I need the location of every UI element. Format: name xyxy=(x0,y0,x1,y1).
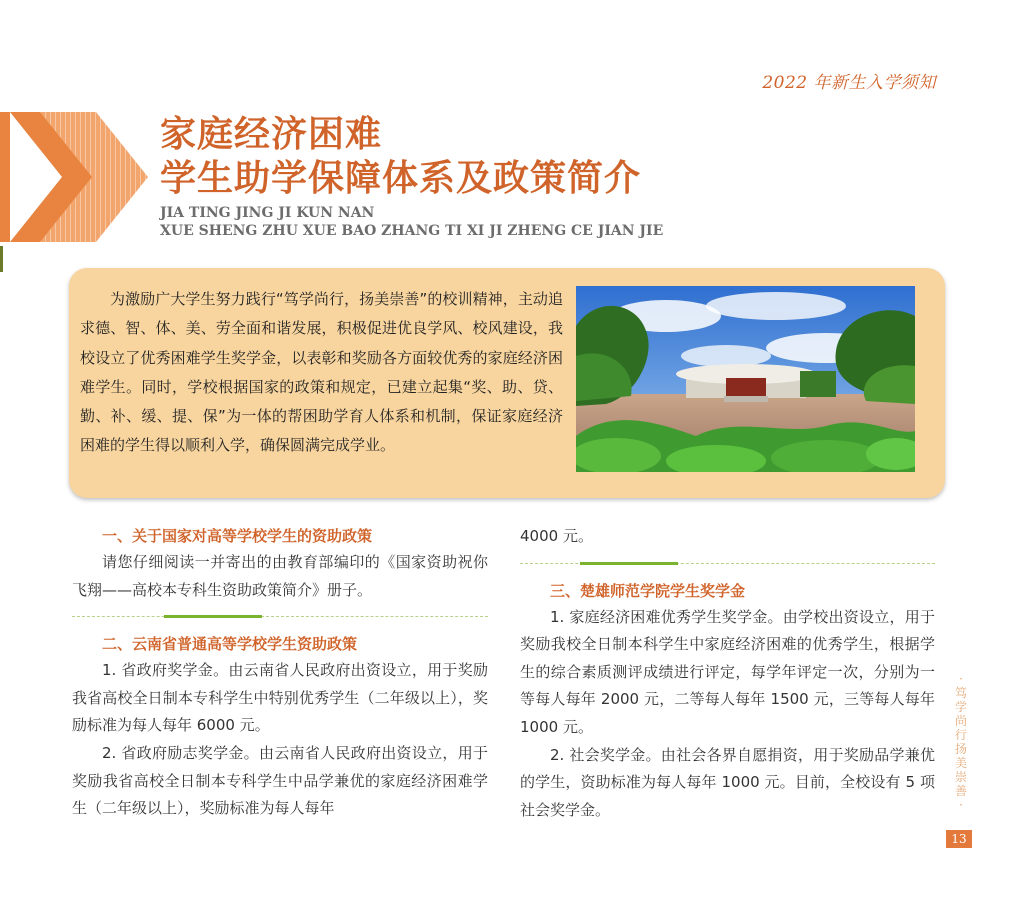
section2-paragraph2: 2. 省政府励志奖学金。由云南省人民政府出资设立，用于奖励我省高校全日制本专科学生中品学兼优的家庭经济困难学生（二年级以上），奖励标准为每人每年 xyxy=(72,743,488,818)
section3-paragraph1: 1. 家庭经济困难优秀学生奖学金。由学校出资设立，用于奖励我校全日制本科学生中家庭经济困难的优秀学生，根据学生的综合素质测评成绩进行评定，每学年评定一次，分别为一等每人每年 2000 元，二等每人每年 1500 元，三等每人每年 1000 元。 xyxy=(520,607,935,736)
decorative-left-bar xyxy=(0,246,3,272)
section3-heading: 三、楚雄师范学院学生奖学金 xyxy=(550,581,746,600)
left-column xyxy=(72,523,488,823)
side-motto: ·笃学尚行 扬美崇善· xyxy=(954,672,967,812)
pinyin-line2: XUE SHENG ZHU XUE BAO ZHANG TI XI JI ZHENG CE JIAN JIE xyxy=(160,223,664,239)
header-tag: 2022 年新生入学须知 xyxy=(762,73,936,93)
decorative-chevron-band xyxy=(0,112,148,242)
continued-text: 4000 元。 xyxy=(520,527,593,545)
section-divider xyxy=(520,563,935,566)
section1-heading: 一、关于国家对高等学校学生的资助政策 xyxy=(102,527,373,545)
page-number: 13 xyxy=(946,830,972,848)
section2-paragraph1: 1. 省政府奖学金。由云南省人民政府出资设立，用于奖励我省高校全日制本专科学生中特别优秀学生（二年级以上），奖励标准为每人每年 6000 元。 xyxy=(72,661,488,735)
page-title-line2: 学生助学保障体系及政策简介 xyxy=(160,157,642,199)
section1-paragraph: 请您仔细阅读一并寄出的由教育部编印的《国家资助祝你飞翔——高校本专科生资助政策简介》册子。 xyxy=(72,553,488,599)
section3-paragraph2: 2. 社会奖学金。由社会各界自愿捐资，用于奖励品学兼优的学生，资助标准为每人每年 1000 元。目前，全校设有 5 项社会奖学金。 xyxy=(520,745,935,819)
title-block xyxy=(160,112,663,240)
intro-paragraph: 为激励广大学生努力践行“笃学尚行，扬美崇善”的校训精神，主动追求德、智、体、美、劳全面和谐发展，积极促进优良学风、校风建设，我校设立了优秀困难学生奖学金，以表彰和奖励各方面较优秀的家庭经济困难学生。同时，学校根据国家的政策和规定，已建立起集“奖、助、贷、勤、补、缓、提、保”为一体的帮困助学育人体系和机制，保证家庭经济困难的学生得以顺利入学，确保圆满完成学业。 xyxy=(80,290,563,455)
section2-heading: 二、云南省普通高等学校学生资助政策 xyxy=(102,635,358,654)
right-column xyxy=(520,523,935,824)
pinyin-line1: JIA TING JING JI KUN NAN xyxy=(160,205,375,221)
page-title-line1: 家庭经济困难 xyxy=(160,113,383,155)
section-divider xyxy=(72,616,488,619)
campus-photo xyxy=(576,286,915,472)
